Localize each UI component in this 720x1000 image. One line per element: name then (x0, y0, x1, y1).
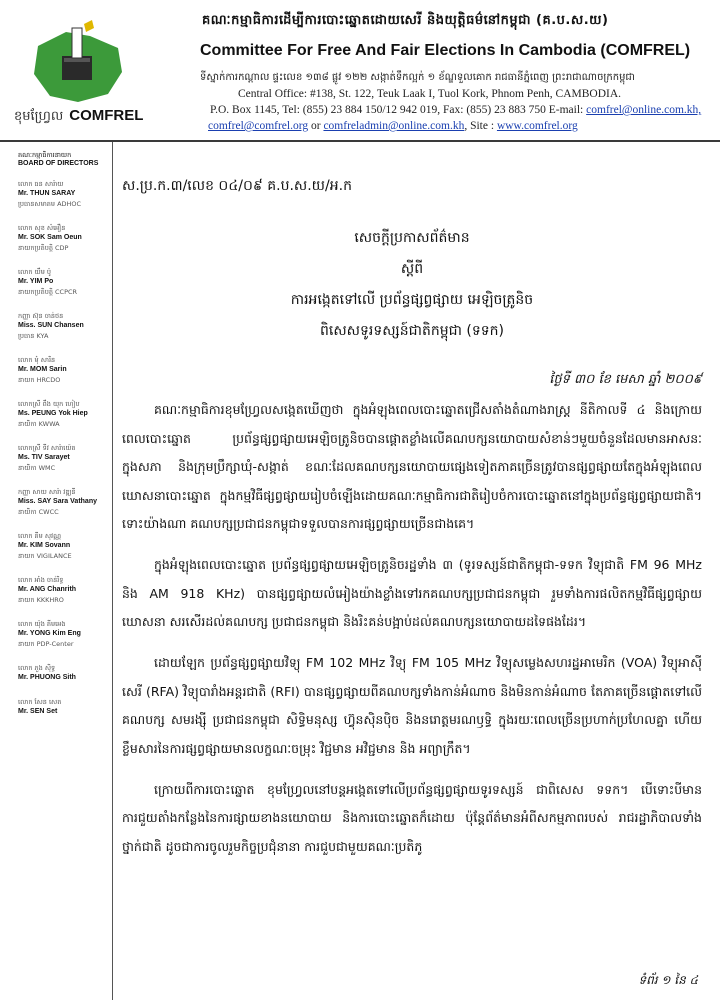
site-label: , Site : (464, 120, 495, 132)
board-member (18, 697, 108, 717)
board-member-name-en: Miss. SAY Sara Vathany (18, 498, 97, 505)
board-member-org: នាយក PDP-Center (18, 640, 74, 648)
paragraph: គណៈកម្មាធិការខុមហ្វ្រែលសង្កេតឃើញថា ក្នុងអំឡុងពេលបោះឆ្នោតជ្រើសតាំងតំណាងរាស្ត្រ នីតិកាលទី ៤ និងក្រោយពេលបោះឆ្នោត ប្រព័ន្ធផ្សព្វផ្សាយអេឡិចត្រូនិចបានផ្តោតខ្លាំងលើគណបក្សនយោបាយសំខាន់ៗមួយចំនួនដែលមានអាសនៈក្នុងសភា និងក្រុមប្រឹក្សាឃុំ-សង្កាត់ ខណៈដែលគណបក្សនយោបាយផ្សេងទៀតភាគច្រើនត្រូវបានផ្សព្វផ្សាយតែក្នុងអំឡុងពេលឃោសនាបោះឆ្នោត ក្នុងកម្មវិធីផ្សព្វផ្សាយរៀបចំឡើងដោយគណៈកម្មាធិការជាតិរៀបចំការបោះឆ្នោតនៅក្នុងប្រព័ន្ធផ្សព្វផ្សាយជាតិ។ ទោះយ៉ាងណា គណបក្សប្រជាជនកម្ពុជាទទួលបានការផ្សព្វផ្សាយច្រើនជាងគេ។ (122, 402, 702, 531)
board-member (18, 267, 108, 297)
organization-title-en: Committee For Free And Fair Elections In Cambodia (COMFREL) (200, 42, 691, 59)
board-member-name-kh: លោក អាំង ចាន់រិទ្ធ (18, 576, 64, 584)
board-member-name-kh: លោកស្រី ពឹង យុក ហៀប (18, 400, 80, 408)
organization-title-kh: គណៈកម្មាធិការដើម្បីការបោះឆ្នោតដោយសេរី និងយុត្តិធម៌នៅកម្ពុជា (គ.ប.ស.យ) (202, 13, 609, 28)
board-member-name-kh: លោក គីម សុវណ្ណ (18, 532, 62, 540)
page-number: ទំព័រ ១ នៃ ៤ (638, 973, 698, 987)
address-kh: ទីស្នាក់ការកណ្តាល ផ្ទះលេខ ១៣៨ ផ្លូវ ១២២ សង្កាត់ទឹកល្អក់ ១ ខ័ណ្ឌទួលគោក រាជធានីភ្នំពេញ ព្រះរាជាណាចក្រកម្ពុជា (200, 72, 635, 83)
board-member (18, 487, 108, 517)
contact-phone-fax: P.O. Box 1145, Tel: (855) 23 884 150/12 942 019, Fax: (855) 23 883 750 E-mail: (210, 104, 584, 116)
brand-name-en: COMFREL (69, 107, 144, 124)
board-member-name-en: Mr. ANG Chanrith (18, 586, 77, 593)
paragraph: ដោយឡែក ប្រព័ន្ធផ្សព្វផ្សាយវិទ្យុ FM 102 MHz វិទ្យុ FM 105 MHz វិទ្យុសម្លេងសហរដ្ឋអាមេរិក (VOA) វិទ្យុអាស៊ីសេរី (RFA) វិទ្យុបារាំងអន្តរជាតិ (RFI) បានផ្សព្វផ្សាយពីគណបក្សទាំងកាន់អំណាច និងមិនកាន់អំណាច តែភាគច្រើនផ្តោតទៅលើគណបក្ស សមរង្ស៊ី ប្រជាជនកម្ពុជា សិទ្ធិមនុស្ស ហ៊្វុនស៊ិនប៉ិច និងនរោត្តមរណឫទ្ធិ ក្នុងរយៈពេលច្រើនប្រហាក់ប្រហែលគ្នា ហើយខ្លឹមសារនៃការផ្សព្វផ្សាយមានលក្ខណៈចម្រុះ វិជ្ជមាន អវិជ្ជមាន និង អព្យាក្រឹត។ (122, 655, 702, 756)
board-member (18, 179, 108, 209)
board-member-name-en: Mr. THUN SARAY (18, 190, 76, 197)
board-member-org: ប្រធានសមាគម ADHOC (18, 200, 82, 208)
document-title (122, 223, 702, 347)
board-heading-kh: គណៈកម្មាធិការនាយក (18, 151, 72, 159)
contact-line-2 (208, 120, 718, 132)
letterhead (0, 0, 720, 140)
board-member-name-kh: កញ្ញា សាយ សារ៉ា វឌ្ឍនី (18, 488, 76, 496)
paragraph: ក្រោយពីការបោះឆ្នោត ខុមហ្វ្រែលនៅបន្តអង្កេតទៅលើប្រព័ន្ធផ្សព្វផ្សាយទូរទស្សន៍ ជាពិសេស ទទក។ បើទោះបីមានការជួយតាំងកន្លែងនៃការផ្សាយខាងនយោបាយ និងការបោះឆ្នោតក៏ដោយ ប៉ុន្តែព័ត៌មានអំពីសកម្មភាពរបស់ រាជរដ្ឋាភិបាលទាំងថ្នាក់ជាតិ ដូចជាការចូលរួមកិច្ចប្រជុំនានា ការជួបជាមួយគណៈប្រតិភូ (122, 781, 702, 854)
board-member-name-kh: លោក សុខ សំអឿន (18, 224, 66, 232)
board-member-list (18, 179, 108, 717)
board-member (18, 531, 108, 561)
board-member (18, 619, 108, 649)
board-member-org: នាយក KKKHRO (18, 596, 64, 604)
board-member-name-kh: លោកស្រី ទីវ សារ៉ាយ៉េត (18, 444, 76, 452)
board-member-name-en: Mr. YIM Po (18, 278, 54, 285)
press-release-body (122, 150, 702, 874)
comfrel-logo-icon (28, 18, 128, 104)
board-member-org: នាយិកា KWWA (18, 420, 60, 428)
board-member-name-en: Mr. SEN Set (18, 708, 58, 715)
board-member-name-kh: លោក ភួង ស៊ិទ្ធ (18, 664, 56, 672)
reference-number: ស.ប្រ.ក.៣/លេខ ០៤/០៩ គ.ប.ស.យ/អ.ក (122, 178, 352, 194)
or-text: or (310, 120, 321, 132)
board-member-name-kh: លោក មុំ សារិន (18, 356, 56, 364)
board-member-name-kh: លោក យ៉ុង គីមអេង (18, 620, 66, 628)
address-en: Central Office: #138, St. 122, Teuk Laak I, Tuol Kork, Phnom Penh, CAMBODIA. (238, 88, 622, 100)
column-divider (112, 142, 113, 1000)
paragraph: ក្នុងអំឡុងពេលបោះឆ្នោត ប្រព័ន្ធផ្សព្វផ្សាយអេឡិចត្រូនិចរដ្ឋទាំង ៣ (ទូរទស្សន៍ជាតិកម្ពុជា-ទទក វិទ្យុជាតិ FM 96 MHz និង AM 918 KHz) បានផ្សព្វផ្សាយលំអៀងយ៉ាងខ្លាំងទៅរកគណបក្សប្រជាជនកម្ពុជា រួមទាំងការផលិតកម្មវិធីផ្សព្វផ្សាយ ឃោសនា សរសើរដល់គណបក្ស ប្រជាជនកម្ពុជា និងរិះគន់បង្អាប់ដល់គណបក្សនយោបាយដទៃផងដែរ។ (122, 557, 702, 629)
board-member (18, 443, 108, 473)
board-member-name-en: Mr. PHUONG Sith (18, 674, 76, 681)
board-member-name-kh: លោក សែន សេត (18, 698, 62, 706)
board-member-name-en: Ms. TIV Sarayet (18, 454, 70, 461)
board-member-name-en: Mr. YONG Kim Eng (18, 630, 81, 637)
board-member-org: ប្រធាន KYA (18, 332, 49, 340)
board-member-org: នាយិកា WMC (18, 464, 56, 472)
title-line: ពិសេសទូរទស្សន៍ជាតិកម្ពុជា (ទទក) (320, 323, 504, 339)
board-member (18, 575, 108, 605)
title-line: សេចក្តីប្រកាសព័ត៌មាន (354, 230, 470, 246)
board-member-org: នាយក VIGILANCE (18, 552, 72, 560)
brand-name (14, 106, 143, 127)
board-of-directors (18, 150, 108, 731)
board-member-name-kh: លោក ធន សារ៉ាយ (18, 180, 64, 188)
document-date: ថ្ងៃទី ៣០ ខែ មេសា ឆ្នាំ ២០០៩ (549, 372, 702, 387)
email-link-admin[interactable]: comfreladmin@online.com.kh (323, 120, 465, 132)
board-heading-en: BOARD OF DIRECTORS (18, 160, 99, 167)
website-link[interactable]: www.comfrel.org (496, 120, 578, 132)
board-member-name-en: Ms. PEUNG Yok Hiep (18, 410, 88, 417)
board-member-org: នាយកប្រតិបត្តិ CCPCR (18, 288, 78, 296)
board-member-name-en: Mr. SOK Sam Oeun (18, 234, 82, 241)
contact-line (210, 104, 720, 116)
board-member-org: នាយក HRCDO (18, 376, 61, 384)
board-member-name-en: Mr. MOM Sarin (18, 366, 67, 373)
brand-name-kh: ខុមហ្វ្រែល (14, 109, 64, 124)
title-line: ការអង្កេតទៅលើ ប្រព័ន្ធផ្សព្វផ្សាយ អេឡិចត្រូនិច (290, 292, 534, 308)
board-member-name-kh: កញ្ញា ស៊ុន ចាន់ថន (18, 312, 64, 320)
header-divider (0, 140, 720, 142)
email-link-online[interactable]: comfrel@online.com.kh, (586, 104, 702, 116)
board-member-org: នាយកប្រតិបត្តិ CDP (18, 244, 69, 252)
email-link-comfrel[interactable]: comfrel@comfrel.org (208, 120, 309, 132)
board-member (18, 311, 108, 341)
board-member-name-en: Mr. KIM Sovann (18, 542, 71, 549)
board-member (18, 355, 108, 385)
board-member-name-en: Miss. SUN Chansen (18, 322, 84, 329)
title-line: ស្តីពី (400, 261, 424, 277)
board-member-name-kh: លោក យឹម ប៉ូ (18, 268, 52, 276)
board-member (18, 663, 108, 683)
board-member (18, 223, 108, 253)
board-member (18, 399, 108, 429)
board-member-org: នាយិកា CWCC (18, 508, 59, 516)
